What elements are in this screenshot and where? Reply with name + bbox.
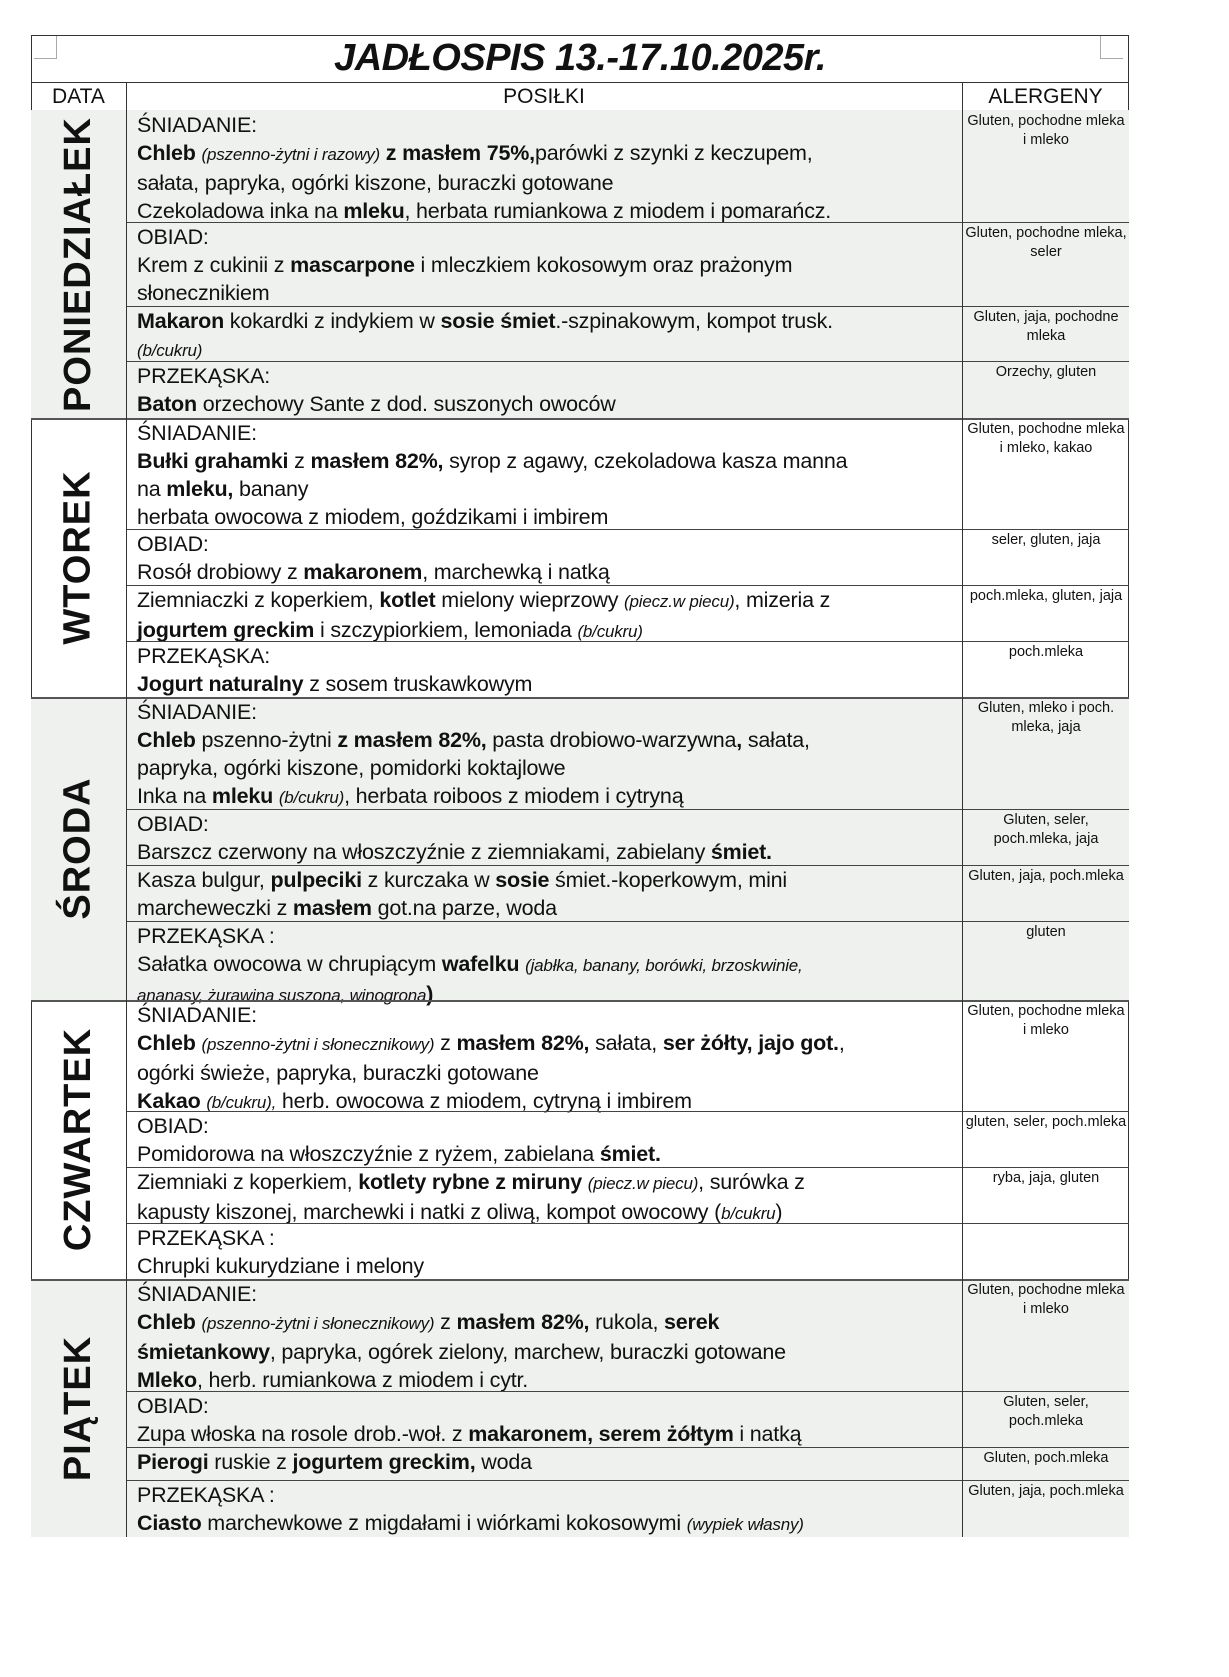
- day-name: WTOREK: [57, 470, 99, 645]
- meal-line: [137, 1252, 957, 1280]
- header-allergens: ALERGENY: [962, 82, 1129, 110]
- text: Pomidorowa na włoszczyźnie z ryżem, zabielana: [137, 1142, 600, 1166]
- text: ,: [838, 1031, 845, 1055]
- meal-line: [137, 1509, 957, 1539]
- text: i szczypiorkiem, lemoniada: [314, 618, 578, 642]
- bold-text: ser żółty, jajo got.: [662, 1031, 839, 1055]
- day-divider: [31, 418, 1129, 420]
- text: i natką: [733, 1422, 802, 1446]
- meal-line: [137, 1338, 957, 1366]
- bold-text: Makaron: [137, 309, 225, 333]
- text: na: [137, 477, 167, 501]
- meal-line: [137, 838, 957, 866]
- row-divider: [126, 865, 1129, 866]
- meal-line: [137, 475, 957, 503]
- text: herbata owocowa z miodem, goździkami i imbirem: [137, 505, 609, 529]
- text: z: [434, 1310, 457, 1334]
- bold-text: masłem: [292, 896, 372, 920]
- bold-text: makaronem, serem żółtym: [468, 1422, 734, 1446]
- allergen-cell: gluten, seler, poch.mleka: [965, 1114, 1127, 1130]
- day-label: [31, 697, 126, 1000]
- bold-text: ): [426, 982, 434, 1006]
- meal-line: [137, 1168, 957, 1198]
- bold-text: śmiet.: [710, 840, 772, 864]
- text: , marchewką i natką: [422, 560, 610, 584]
- bold-text: Chleb: [137, 728, 196, 752]
- day-divider: [31, 697, 1129, 699]
- allergen-cell: poch.mleka: [1008, 644, 1084, 660]
- meal-line: [137, 169, 957, 197]
- italic-note: (pszenno-żytni i razowy): [201, 145, 380, 164]
- text: marchewkowe z migdałami i wiórkami kokosowymi: [201, 1511, 687, 1535]
- meal-line: [137, 447, 957, 475]
- text: z: [434, 1031, 457, 1055]
- text: z: [288, 449, 311, 473]
- allergen-cell: Gluten, jaja, poch.mleka: [968, 868, 1124, 884]
- meal-cell: [137, 698, 957, 812]
- italic-note: (wypiek własny): [686, 1515, 804, 1534]
- bold-text: z masłem 82%,: [337, 728, 487, 752]
- meal-cell: [137, 1392, 957, 1448]
- bold-text: Mleko: [137, 1368, 197, 1392]
- day-divider: [31, 1279, 1129, 1281]
- text: pszenno-żytni: [195, 728, 338, 752]
- day-label: [31, 1279, 126, 1537]
- allergen-cell: Gluten, seler, poch.mleka, jaja: [993, 812, 1099, 847]
- meal-label: ŚNIADANIE:: [137, 700, 257, 724]
- text: Ziemniaczki z koperkiem,: [137, 588, 380, 612]
- bold-text: makaronem: [303, 560, 423, 584]
- meal-cell: [137, 419, 957, 531]
- meal-label: OBIAD:: [137, 1394, 209, 1418]
- meal-line: [137, 197, 957, 225]
- row-divider: [126, 222, 1129, 223]
- allergen-cell: Gluten, jaja, poch.mleka: [968, 1483, 1124, 1499]
- italic-note: (pszenno-żytni i słonecznikowy): [201, 1314, 435, 1333]
- text: , herb. rumiankowa z miodem i cytr.: [196, 1368, 529, 1392]
- bold-text: jogurtem greckim: [137, 618, 315, 642]
- italic-note: (b/cukru),: [206, 1093, 277, 1112]
- meal-line: [137, 251, 957, 279]
- meal-cell: [137, 530, 957, 586]
- text: .-szpinakowym, kompot trusk.: [555, 309, 833, 333]
- text: syrop z agawy, czekoladowa kasza manna: [443, 449, 848, 473]
- text: Krem z cukinii z: [137, 253, 291, 277]
- bold-text: masłem 82%,: [456, 1310, 590, 1334]
- meal-cell: [137, 1001, 957, 1117]
- bold-text: sosie: [495, 868, 550, 892]
- text: słonecznikiem: [137, 281, 270, 305]
- allergen-cell: Gluten, pochodne mleka, seler: [965, 225, 1127, 260]
- page-title: JADŁOSPIS 13.-17.10.2025r.: [334, 37, 826, 79]
- meal-line: [137, 279, 957, 307]
- text: kapusty kiszonej, marchewki i natki z oliwą, kompot owocowy (: [137, 1200, 722, 1224]
- text: , herbata roiboos z miodem i cytryną: [344, 784, 684, 808]
- bold-text: jogurtem greckim,: [292, 1450, 476, 1474]
- text: ): [775, 1200, 783, 1224]
- text: , papryka, ogórek zielony, marchew, buraczki gotowane: [269, 1340, 786, 1364]
- bold-text: pulpeciki: [270, 868, 362, 892]
- text: sałata,: [742, 728, 810, 752]
- text: Kasza bulgur,: [137, 868, 271, 892]
- meal-cell: [137, 1112, 957, 1168]
- bold-text: Ciasto: [137, 1511, 202, 1535]
- meal-line: [137, 782, 957, 812]
- meal-line: [137, 1308, 957, 1338]
- meal-line: [137, 1140, 957, 1168]
- bold-text: kotlet: [379, 588, 436, 612]
- row-divider: [126, 1391, 1129, 1392]
- meal-cell: [137, 586, 957, 646]
- italic-note: (piecz.w piecu): [624, 592, 735, 611]
- italic-note: ananasy, żurawina suszona, winogrona: [137, 986, 427, 1005]
- column-divider-date: [126, 82, 127, 1537]
- bold-text: Chleb: [137, 1310, 196, 1334]
- text: Barszcz czerwony na włoszczyźnie z ziemniakami, zabielany: [137, 840, 711, 864]
- meal-line: [137, 1366, 957, 1394]
- text: mielony wieprzowy: [435, 588, 625, 612]
- header-date: DATA: [31, 82, 126, 110]
- bold-text: Kakao: [137, 1089, 201, 1113]
- meal-cell: [137, 1448, 957, 1476]
- text: sałata, papryka, ogórki kiszone, buraczki gotowane: [137, 171, 614, 195]
- text: z sosem truskawkowym: [303, 672, 533, 696]
- allergen-cell: gluten: [1026, 924, 1066, 940]
- day-label: [31, 1000, 126, 1279]
- bold-text: z masłem 75%,: [379, 141, 535, 165]
- meal-label: ŚNIADANIE:: [137, 1003, 257, 1027]
- bold-text: mleku,: [166, 477, 234, 501]
- row-divider: [126, 641, 1129, 642]
- meal-cell: [137, 922, 957, 1010]
- italic-note: (b/cukru): [137, 341, 203, 360]
- meal-label: PRZEKĄSKA :: [137, 924, 275, 948]
- bold-text: Bułki grahamki: [137, 449, 289, 473]
- italic-note: (piecz.w piecu): [587, 1174, 699, 1193]
- bold-text: Chleb: [137, 1031, 196, 1055]
- bold-text: mascarpone: [290, 253, 415, 277]
- header-meals: POSIŁKI: [126, 82, 962, 110]
- text: banany: [233, 477, 309, 501]
- allergen-cell: Gluten, jaja, pochodne mleka: [973, 309, 1119, 344]
- text: Inka na: [137, 784, 212, 808]
- bold-text: ,: [736, 728, 743, 752]
- text: parówki z szynki z keczupem,: [534, 141, 813, 165]
- text: z kurczaka w: [361, 868, 496, 892]
- meal-cell: [137, 362, 957, 418]
- meal-label: ŚNIADANIE:: [137, 113, 257, 137]
- text: , herbata rumiankowa z miodem i pomarańcz.: [404, 199, 832, 223]
- text: papryka, ogórki kiszone, pomidorki koktajlowe: [137, 756, 566, 780]
- row-divider: [126, 529, 1129, 530]
- meal-line: [137, 1420, 957, 1448]
- meal-label: ŚNIADANIE:: [137, 1282, 257, 1306]
- bold-text: Jogurt naturalny: [137, 672, 304, 696]
- allergen-cell: Gluten, pochodne mleka i mleko: [967, 1282, 1125, 1317]
- row-divider: [126, 921, 1129, 922]
- text: orzechowy Sante z dod. suszonych owoców: [196, 392, 616, 416]
- meal-cell: [137, 307, 957, 365]
- day-name: CZWARTEK: [57, 1027, 99, 1252]
- meal-cell: [137, 111, 957, 225]
- row-divider: [126, 809, 1129, 810]
- meal-line: [137, 950, 957, 980]
- allergen-cell: seler, gluten, jaja: [991, 532, 1101, 548]
- italic-note: (jabłka, banany, borówki, brzoskwinie,: [525, 956, 803, 975]
- text: Rosół drobiowy z: [137, 560, 304, 584]
- meal-label: PRZEKĄSKA :: [137, 1226, 275, 1250]
- text: kokardki z indykiem w: [224, 309, 441, 333]
- row-divider: [126, 1447, 1129, 1448]
- meal-line: [137, 894, 957, 922]
- meal-label: OBIAD:: [137, 812, 209, 836]
- meal-cell: [137, 1481, 957, 1539]
- meal-cell: [137, 223, 957, 307]
- text: Ziemniaki z koperkiem,: [137, 1170, 359, 1194]
- text: got.na parze, woda: [371, 896, 557, 920]
- day-name: PIĄTEK: [57, 1335, 100, 1481]
- meal-line: [137, 503, 957, 531]
- italic-note: (pszenno-żytni i słonecznikowy): [201, 1035, 435, 1054]
- row-divider: [126, 361, 1129, 362]
- text: Zupa włoska na rosole drob.-woł. z: [137, 1422, 469, 1446]
- text: marcheweczki z: [137, 896, 293, 920]
- text: , mizeria z: [734, 588, 831, 612]
- meal-line: [137, 1448, 957, 1476]
- text: pasta drobiowo-warzywna: [486, 728, 737, 752]
- bold-text: mleku: [343, 199, 405, 223]
- bold-text: Pierogi: [137, 1450, 209, 1474]
- bold-text: masłem 82%,: [456, 1031, 590, 1055]
- meal-cell: [137, 1224, 957, 1280]
- day-name: ŚRODA: [57, 777, 100, 920]
- bold-text: Chleb: [137, 141, 202, 165]
- bold-text: wafelku: [441, 952, 520, 976]
- meal-line: [137, 670, 957, 698]
- column-divider-allergens: [962, 82, 963, 1537]
- meal-cell: [137, 866, 957, 922]
- text: Sałatka owocowa w chrupiącym: [137, 952, 442, 976]
- text: ogórki świeże, papryka, buraczki gotowane: [137, 1061, 539, 1085]
- italic-note: (b/cukru): [577, 622, 643, 641]
- meal-label: PRZEKĄSKA :: [137, 1483, 275, 1507]
- allergen-cell: Orzechy, gluten: [995, 364, 1097, 380]
- meal-line: [137, 866, 957, 894]
- meal-label: OBIAD:: [137, 1114, 209, 1138]
- text: śmiet.-koperkowym, mini: [549, 868, 787, 892]
- meal-line: [137, 1029, 957, 1059]
- bold-text: masłem 82%,: [310, 449, 444, 473]
- allergen-cell: ryba, jaja, gluten: [992, 1170, 1100, 1186]
- day-name: PONIEDZIAŁEK: [57, 116, 99, 412]
- allergen-cell: Gluten, mleko i poch. mleka, jaja: [977, 700, 1115, 735]
- meal-line: [137, 390, 957, 418]
- text: woda: [475, 1450, 532, 1474]
- bold-text: serek: [664, 1310, 720, 1334]
- row-divider: [126, 306, 1129, 307]
- row-divider: [126, 585, 1129, 586]
- allergen-cell: Gluten, pochodne mleka i mleko: [967, 1003, 1125, 1038]
- meal-cell: [137, 1280, 957, 1394]
- text: rukola,: [589, 1310, 665, 1334]
- row-divider: [126, 1223, 1129, 1224]
- meal-line: [137, 586, 957, 616]
- text: sałata,: [589, 1031, 663, 1055]
- row-divider: [126, 1167, 1129, 1168]
- meal-label: PRZEKĄSKA:: [137, 644, 271, 668]
- bold-text: śmiet.: [599, 1142, 661, 1166]
- meal-cell: [137, 642, 957, 698]
- meal-line: [137, 139, 957, 169]
- meal-line: [137, 726, 957, 754]
- italic-note: (b/cukru): [278, 788, 345, 807]
- meal-line: [137, 558, 957, 586]
- allergen-cell: poch.mleka, gluten, jaja: [969, 588, 1123, 604]
- italic-note: b/cukru: [721, 1204, 776, 1223]
- allergen-cell: Gluten, pochodne mleka i mleko, kakao: [967, 421, 1125, 456]
- text: Chrupki kukurydziane i melony: [137, 1254, 424, 1278]
- text: i mleczkiem kokosowym oraz prażonym: [414, 253, 793, 277]
- text: herb. owocowa z miodem, cytryną i imbirem: [276, 1089, 692, 1113]
- bold-text: kotlety rybne z miruny: [358, 1170, 583, 1194]
- bold-text: sosie śmiet: [440, 309, 556, 333]
- text: , surówka z: [698, 1170, 805, 1194]
- row-divider: [126, 1111, 1129, 1112]
- allergen-cell: Gluten, pochodne mleka i mleko: [967, 113, 1125, 148]
- day-label: [31, 418, 126, 697]
- meal-label: ŚNIADANIE:: [137, 421, 257, 445]
- bold-text: mleku: [211, 784, 274, 808]
- day-label: [31, 110, 126, 418]
- meal-cell: [137, 810, 957, 866]
- row-divider: [126, 1480, 1129, 1481]
- text: ruskie z: [208, 1450, 293, 1474]
- meal-label: OBIAD:: [137, 532, 209, 556]
- allergen-cell: Gluten, poch.mleka: [983, 1450, 1109, 1466]
- meal-line: [137, 307, 957, 335]
- bold-text: Baton: [137, 392, 197, 416]
- allergen-cell: Gluten, seler, poch.mleka: [1003, 1394, 1089, 1429]
- text: Czekoladowa inka na: [137, 199, 344, 223]
- meal-label: OBIAD:: [137, 225, 209, 249]
- day-divider: [31, 1000, 1129, 1002]
- meal-line: [137, 754, 957, 782]
- meal-cell: [137, 1168, 957, 1228]
- meal-line: [137, 1059, 957, 1087]
- bold-text: śmietankowy: [137, 1340, 270, 1364]
- meal-label: PRZEKĄSKA:: [137, 364, 271, 388]
